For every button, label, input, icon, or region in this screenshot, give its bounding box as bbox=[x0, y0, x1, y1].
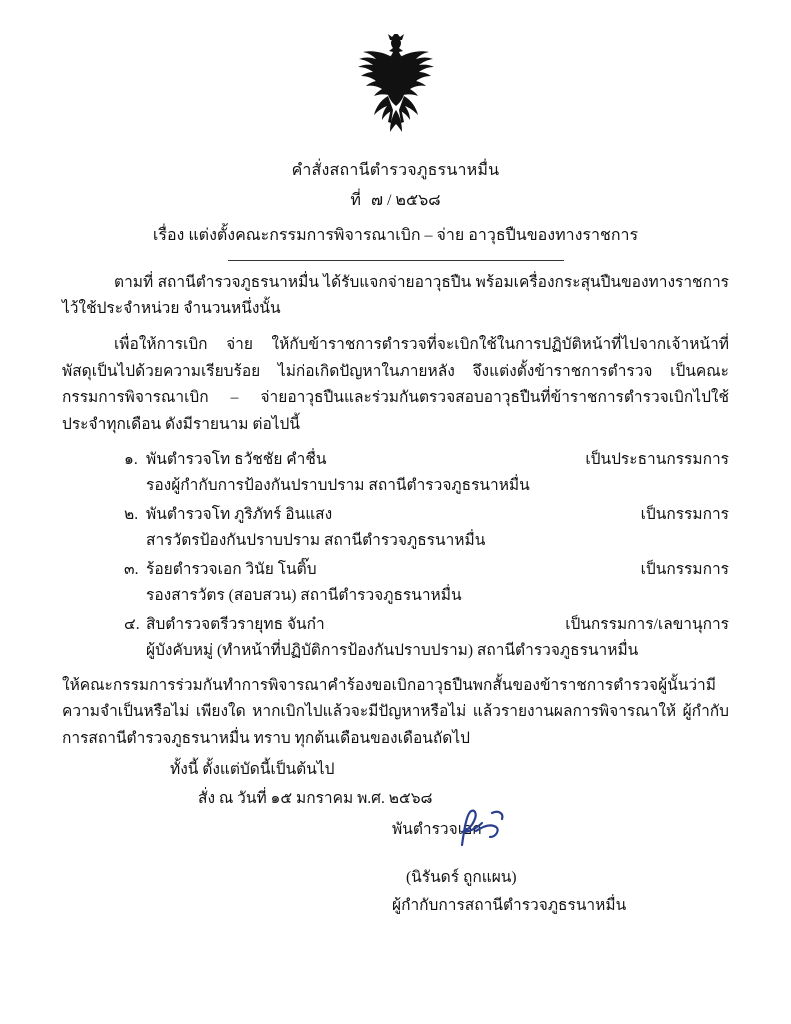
order-date: สั่ง ณ วันที่ ๑๕ มกราคม พ.ศ. ๒๕๖๘ bbox=[198, 789, 433, 807]
committee-member bbox=[62, 447, 729, 498]
subject-text: แต่งตั้งคณะกรรมการพิจารณาเบิก – จ่าย อาวุธปืนของทางราชการ bbox=[188, 226, 639, 244]
order-number-line bbox=[62, 188, 729, 214]
signature-name: (นิรันดร์ ถูกแผน) bbox=[406, 868, 517, 886]
member-position: ผู้บังคับหมู่ (ทำหน้าที่ปฏิบัติการป้องกันปราบปราม) สถานีตำรวจภูธรนาหมื่น bbox=[146, 642, 639, 660]
document-title: คำสั่งสถานีตำรวจภูธรนาหมื่น bbox=[291, 162, 500, 179]
garuda-emblem-icon bbox=[344, 34, 448, 146]
member-number: ๔. bbox=[124, 616, 140, 634]
member-role: เป็นประธานกรรมการ bbox=[585, 450, 729, 468]
paragraph-2-text: เพื่อให้การเบิก จ่าย ให้กับข้าราชการตำรวจที่จะเบิกใช้ในการปฏิบัติหน้าที่ไปจากเจ้าหน้าที่พัสดุเป็นไปด้วยความเรียบร้อย ไม่ก่อเกิดปัญหาในภายหลัง จึงแต่งตั้งข้าราชการตำรวจ เป็นคณะกรรมการพิจารณาเบิก – จ่ายอาวุธปืนและร่วมกันตรวจสอบอาวุธปืนที่ข้าราชการตำรวจเบิกไปใช้ประจำทุกเดือน ดังมีรายนาม ต่อไปนี้ bbox=[62, 336, 729, 433]
member-position: รองผู้กำกับการป้องกันปราบปราม สถานีตำรวจภูธรนาหมื่น bbox=[146, 476, 530, 494]
effective-line: ทั้งนี้ ตั้งแต่บัดนี้เป็นต้นไป bbox=[170, 760, 335, 778]
member-role: เป็นกรรมการ/เลขานุการ bbox=[565, 616, 729, 634]
paragraph-1 bbox=[62, 270, 729, 323]
signature-position: ผู้กำกับการสถานีตำรวจภูธรนาหมื่น bbox=[392, 896, 627, 914]
paragraph-1-text: ตามที่ สถานีตำรวจภูธรนาหมื่น ได้รับแจกจ่ายอาวุธปืน พร้อมเครื่องกระสุนปืนของทางราชการ ไว้ใช้ประจำหน่วย จำนวนหนึ่งนั้น bbox=[62, 273, 729, 318]
signature-block bbox=[62, 817, 729, 919]
member-name: สิบตำรวจตรีวรายุทธ จันก๋า bbox=[146, 616, 325, 634]
member-number: ๓. bbox=[124, 561, 139, 579]
document-body bbox=[62, 158, 729, 918]
committee-member bbox=[62, 612, 729, 663]
paragraph-2 bbox=[62, 332, 729, 439]
member-number: ๑. bbox=[124, 450, 138, 468]
member-role: เป็นกรรมการ bbox=[640, 561, 729, 579]
committee-member bbox=[62, 557, 729, 608]
subject-line bbox=[62, 223, 729, 249]
closing-paragraph: ให้คณะกรรมการร่วมกันทำการพิจารณาคำร้องขอเบิกอาวุธปืนพกสั้นของข้าราชการตำรวจผู้นั้นว่ามีความจำเป็นหรือไม่ เพียงใด หากเบิกไปแล้วจะมีปัญหาหรือไม่ แล้วรายงานผลการพิจารณาให้ ผู้กำกับการสถานีตำรวจภูธรนาหมื่น ทราบ ทุกต้นเดือนของเดือนถัดไป bbox=[62, 676, 729, 747]
committee-list bbox=[62, 447, 729, 664]
committee-member bbox=[62, 502, 729, 553]
horizontal-divider bbox=[228, 260, 564, 261]
emblem-container bbox=[62, 0, 729, 146]
member-name: พันตำรวจโท ธวัชชัย คำชื่น bbox=[146, 450, 327, 468]
member-role: เป็นกรรมการ bbox=[640, 505, 729, 523]
order-number-label: ที่ bbox=[350, 191, 361, 209]
member-position: รองสารวัตร (สอบสวน) สถานีตำรวจภูธรนาหมื่น bbox=[146, 587, 462, 605]
signature-rank: พันตำรวจเอก bbox=[392, 820, 482, 838]
subject-label: เรื่อง bbox=[152, 226, 185, 244]
order-number-value: ๗ / ๒๕๖๘ bbox=[370, 191, 441, 209]
member-number: ๒. bbox=[124, 505, 139, 523]
member-position: สารวัตรป้องกันปราบปราม สถานีตำรวจภูธรนาหมื่น bbox=[146, 531, 486, 549]
member-name: พันตำรวจโท ภูริภัทร์ อินแสง bbox=[146, 505, 333, 523]
member-name: ร้อยตำรวจเอก วินัย โนติ๊บ bbox=[146, 561, 317, 579]
handwritten-signature-icon bbox=[452, 807, 512, 849]
